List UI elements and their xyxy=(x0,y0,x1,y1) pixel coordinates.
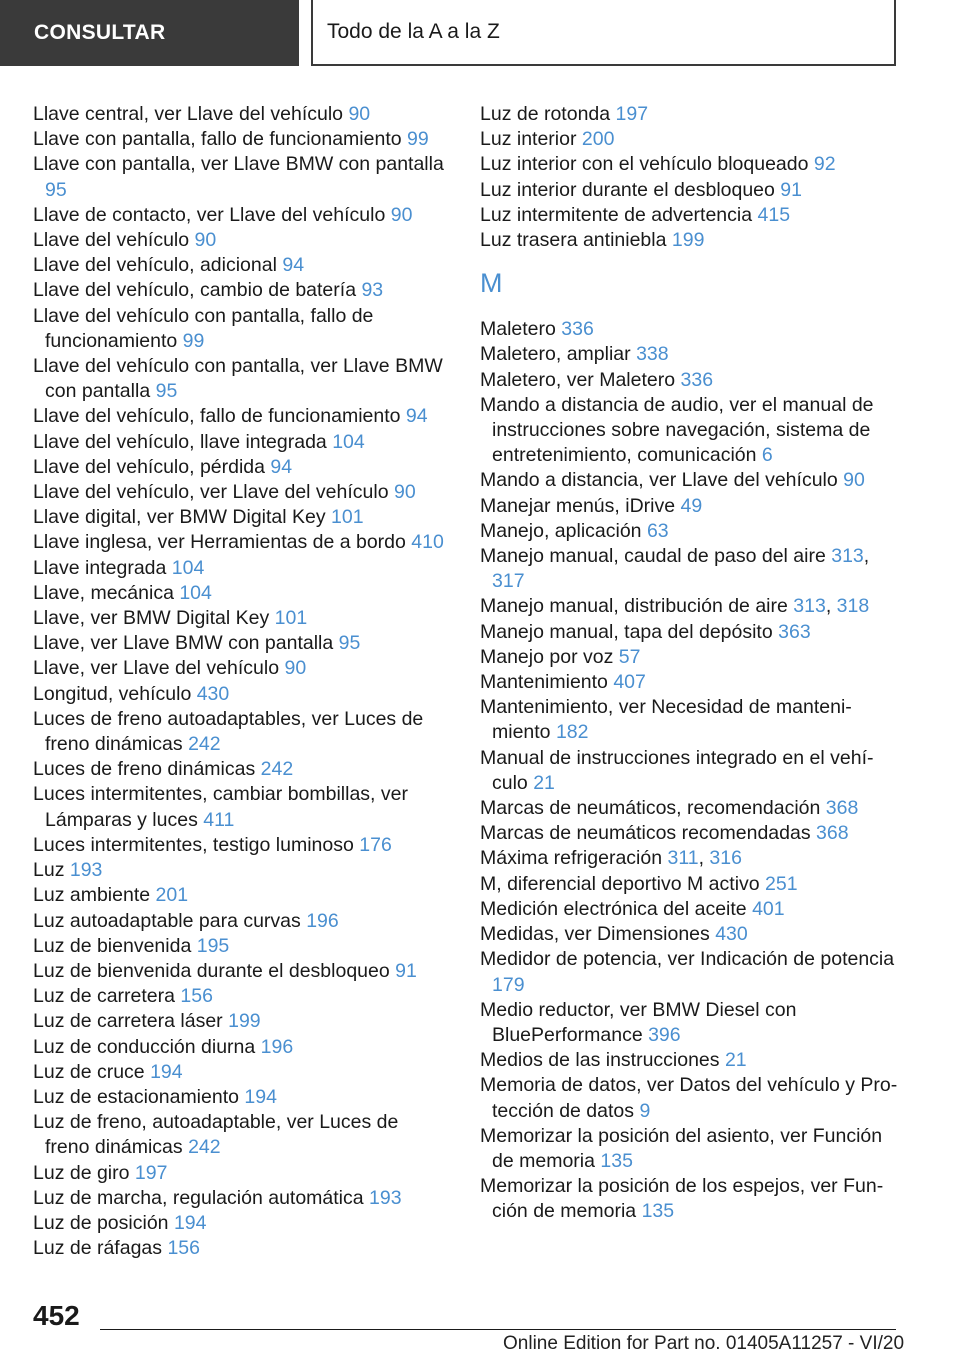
index-entry xyxy=(480,897,900,922)
page-reference-link[interactable]: 101 xyxy=(331,506,364,529)
page-reference-link[interactable]: 363 xyxy=(778,620,811,643)
index-entry xyxy=(480,1073,900,1123)
index-entry xyxy=(33,707,447,757)
page-reference-link[interactable]: 93 xyxy=(361,279,384,302)
index-entry xyxy=(33,909,447,934)
index-term: Manual de instrucciones integrado en el vehículo xyxy=(480,746,874,794)
index-term: Luz autoadaptable para curvas xyxy=(33,909,307,932)
page-reference-link[interactable]: 197 xyxy=(134,1161,168,1184)
page-reference-link[interactable]: 199 xyxy=(228,1010,261,1033)
index-term: Luz interior xyxy=(480,128,582,151)
index-term: Llave del vehículo xyxy=(33,229,195,252)
index-term: Llave digital, ver BMW Digital Key xyxy=(33,506,332,529)
index-term: Luz de ráfagas xyxy=(33,1237,168,1260)
section-letter-heading: M xyxy=(480,268,503,299)
index-term: Luz de cruce xyxy=(33,1060,151,1083)
index-entry xyxy=(33,984,447,1009)
page-reference-link[interactable]: 318 xyxy=(836,595,870,618)
index-term: Medidas, ver Dimensiones xyxy=(480,923,716,946)
index-entry xyxy=(33,228,447,253)
index-term: Manejo manual, distribución de aire xyxy=(480,595,794,618)
index-term: Luz interior durante el desbloqueo xyxy=(480,178,781,201)
index-entry xyxy=(480,393,900,469)
page-reference-link[interactable]: 104 xyxy=(179,581,212,604)
index-entry xyxy=(480,594,900,619)
footer-divider xyxy=(100,1329,896,1330)
page-reference-link[interactable]: 368 xyxy=(816,822,849,845)
page-reference-link[interactable]: 176 xyxy=(359,833,392,856)
index-term: Maletero, ampliar xyxy=(480,343,637,366)
index-entry xyxy=(33,858,447,883)
index-term: Luz de giro xyxy=(33,1161,135,1184)
index-entry xyxy=(480,746,900,796)
index-term: Luces intermitentes, cambiar bombillas, ver Lámparas y luces xyxy=(33,783,408,831)
index-entry xyxy=(33,682,447,707)
index-term: Llave, ver Llave del vehículo xyxy=(33,657,285,680)
index-term: Mantenimiento, ver Necesidad de mantenimiento xyxy=(480,696,852,744)
page-reference-link[interactable]: 396 xyxy=(648,1023,681,1046)
index-entry xyxy=(480,998,900,1048)
index-term: Luz de conducción diurna xyxy=(33,1035,261,1058)
page-reference-link[interactable]: 9 xyxy=(639,1099,651,1122)
index-term: Manejar menús, iDrive xyxy=(480,494,681,517)
index-entry xyxy=(480,872,900,897)
index-column-left xyxy=(33,102,447,1261)
page-reference-link[interactable]: 242 xyxy=(188,1136,221,1159)
page-reference-link[interactable]: 313 xyxy=(831,545,864,568)
index-term: Medición electrónica del aceite xyxy=(480,897,753,920)
index-term: Luz intermitente de advertencia xyxy=(480,203,758,226)
index-term: Luz interior con el vehículo bloqueado xyxy=(480,153,814,176)
index-entry xyxy=(480,203,900,228)
page-reference-link[interactable]: 156 xyxy=(167,1237,200,1260)
index-entry xyxy=(33,304,447,354)
page-reference-link[interactable]: 99 xyxy=(182,329,205,352)
index-term: M, diferencial deportivo M activo xyxy=(480,872,766,895)
page-reference-link[interactable]: 242 xyxy=(188,733,221,756)
index-group-l xyxy=(480,102,900,253)
index-term: Longitud, vehículo xyxy=(33,682,197,705)
index-entry xyxy=(480,645,900,670)
index-term: Luz de estacionamiento xyxy=(33,1085,245,1108)
page-reference-link[interactable]: 179 xyxy=(492,973,525,996)
page-reference-link[interactable]: 195 xyxy=(196,934,230,957)
index-entry xyxy=(33,1211,447,1236)
footer-edition: Online Edition for Part no. 01405A11257 - VI/20 xyxy=(503,1333,905,1354)
index-term: Luz de carretera xyxy=(33,985,181,1008)
page-reference-link[interactable]: 200 xyxy=(581,128,615,151)
index-term: Luz ambiente xyxy=(33,884,156,907)
page-reference-link[interactable]: 135 xyxy=(641,1200,675,1223)
index-entry xyxy=(33,1009,447,1034)
index-term: Manejo, aplicación xyxy=(480,519,647,542)
page-reference-link[interactable]: 101 xyxy=(274,607,308,630)
page-reference-link[interactable]: 410 xyxy=(411,531,444,554)
index-entry xyxy=(33,203,447,228)
index-term: Mando a distancia, ver Llave del vehículo xyxy=(480,469,844,492)
index-entry xyxy=(33,757,447,782)
index-entry xyxy=(480,102,900,127)
index-entry xyxy=(33,505,447,530)
index-term: Luz de marcha, regulación automática xyxy=(33,1186,370,1209)
page-reference-link[interactable]: 90 xyxy=(390,203,413,226)
index-term: Llave integrada xyxy=(33,556,172,579)
index-entry xyxy=(33,581,447,606)
index-term: Llave, mecánica xyxy=(33,581,180,604)
index-entry xyxy=(480,228,900,253)
index-entry xyxy=(33,631,447,656)
index-term: Mando a distancia de audio, ver el manual de instrucciones sobre navegación, sistema de entretenimiento, comunicación xyxy=(480,393,874,467)
page-reference-link[interactable]: 311 xyxy=(667,847,699,870)
index-term: Luces intermitentes, testigo luminoso xyxy=(33,833,360,856)
page-reference-link[interactable]: 95 xyxy=(45,178,67,201)
page-reference-link[interactable]: 182 xyxy=(555,721,589,744)
page-reference-link[interactable]: 251 xyxy=(765,872,798,895)
index-entry xyxy=(33,1035,447,1060)
index-term: Medio reductor, ver BMW Diesel con BluePerformance xyxy=(480,998,797,1046)
page-reference-link[interactable]: 194 xyxy=(150,1060,183,1083)
index-term: Luz xyxy=(33,859,70,882)
page-reference-link[interactable]: 104 xyxy=(171,556,205,579)
index-term: Luz de posición xyxy=(33,1211,174,1234)
ref-separator: , xyxy=(698,847,710,870)
index-entry xyxy=(480,1174,900,1224)
page-reference-link[interactable]: 430 xyxy=(715,923,748,946)
page-reference-link[interactable]: 201 xyxy=(155,884,189,907)
page-reference-link[interactable]: 95 xyxy=(155,380,178,403)
index-entry xyxy=(33,782,447,832)
page-reference-link[interactable]: 99 xyxy=(407,128,429,151)
ref-separator: , xyxy=(863,545,870,568)
index-entry xyxy=(480,670,900,695)
index-entry xyxy=(480,317,900,342)
index-entry xyxy=(33,430,447,455)
page-reference-link[interactable]: 313 xyxy=(793,595,826,618)
page-reference-link[interactable]: 90 xyxy=(348,103,371,125)
section-label: CONSULTAR xyxy=(0,0,299,66)
index-term: Llave del vehículo con pantalla, fallo de funcionamiento xyxy=(33,304,374,352)
index-term: Llave central, ver Llave del vehículo xyxy=(33,103,349,125)
index-term: Llave inglesa, ver Herramientas de a bordo xyxy=(33,531,412,554)
page-reference-link[interactable]: 317 xyxy=(492,570,525,593)
page-reference-link[interactable]: 401 xyxy=(752,897,785,920)
index-term: Maletero xyxy=(480,318,562,341)
index-entry xyxy=(480,1124,900,1174)
page-reference-link[interactable]: 95 xyxy=(338,632,361,655)
page-reference-link[interactable]: 90 xyxy=(393,481,416,504)
index-entry xyxy=(33,959,447,984)
page-reference-link[interactable]: 156 xyxy=(180,985,213,1008)
index-entry xyxy=(480,468,900,493)
page-reference-link[interactable]: 336 xyxy=(680,368,714,391)
index-entry xyxy=(33,102,447,127)
index-term: Memorizar la posición de los espejos, ver Función de memoria xyxy=(480,1175,884,1223)
index-term: Máxima refrigeración xyxy=(480,847,668,870)
page-reference-link[interactable]: 90 xyxy=(284,657,307,680)
index-term: Medios de las instrucciones xyxy=(480,1049,725,1072)
index-entry xyxy=(480,695,900,745)
page-reference-link[interactable]: 194 xyxy=(173,1211,207,1234)
index-entry xyxy=(480,178,900,203)
page-reference-link[interactable]: 242 xyxy=(260,758,294,781)
index-term: Medidor de potencia, ver Indicación de potencia xyxy=(480,948,895,971)
page-reference-link[interactable]: 94 xyxy=(282,254,305,277)
page-reference-link[interactable]: 411 xyxy=(203,808,235,831)
index-term: Manejo manual, tapa del depósito xyxy=(480,620,779,643)
index-entry xyxy=(480,494,900,519)
index-entry xyxy=(33,1060,447,1085)
page-reference-link[interactable]: 57 xyxy=(618,645,641,668)
index-entry xyxy=(480,544,900,594)
index-term: Luz de carretera láser xyxy=(33,1010,229,1033)
index-entry xyxy=(33,404,447,429)
index-entry xyxy=(33,934,447,959)
index-entry xyxy=(480,342,900,367)
index-entry xyxy=(33,127,447,152)
page-reference-link[interactable]: 415 xyxy=(757,203,791,226)
index-term: Llave, ver Llave BMW con pantalla xyxy=(33,632,339,655)
index-entry xyxy=(33,278,447,303)
page-reference-link[interactable]: 197 xyxy=(615,103,649,125)
index-entry xyxy=(33,1085,447,1110)
page-reference-link[interactable]: 94 xyxy=(270,455,293,478)
page-reference-link[interactable]: 193 xyxy=(69,859,103,882)
index-term: Manejo manual, caudal de paso del aire xyxy=(480,545,832,568)
index-entry xyxy=(33,1110,447,1160)
page-reference-link[interactable]: 21 xyxy=(533,771,555,794)
index-term: Llave, ver BMW Digital Key xyxy=(33,607,275,630)
index-term: Luz de rotonda xyxy=(480,103,616,125)
chapter-tab: Todo de la A a la Z xyxy=(311,0,896,66)
index-term: Llave del vehículo, adicional xyxy=(33,254,283,277)
index-term: Llave de contacto, ver Llave del vehículo xyxy=(33,203,391,226)
index-group-m xyxy=(480,317,900,1224)
page-reference-link[interactable]: 94 xyxy=(405,405,428,428)
index-entry xyxy=(480,127,900,152)
page-reference-link[interactable]: 316 xyxy=(709,847,742,870)
index-term: Llave del vehículo, fallo de funcionamiento xyxy=(33,405,406,428)
index-entry xyxy=(33,152,447,202)
page-reference-link[interactable]: 368 xyxy=(825,797,859,820)
index-term: Manejo por voz xyxy=(480,645,619,668)
page-reference-link[interactable]: 336 xyxy=(561,318,594,341)
index-entry xyxy=(33,883,447,908)
index-term: Memoria de datos, ver Datos del vehículo y Protección de datos xyxy=(480,1074,898,1122)
index-entry xyxy=(480,1048,900,1073)
page-reference-link[interactable]: 6 xyxy=(761,444,773,467)
index-term: Llave con pantalla, ver Llave BMW con pantalla xyxy=(33,153,444,176)
index-term: Llave del vehículo, cambio de batería xyxy=(33,279,362,302)
index-entry xyxy=(480,846,900,871)
page-reference-link[interactable]: 193 xyxy=(369,1186,402,1209)
index-entry xyxy=(33,1236,447,1261)
index-term: Luz trasera antiniebla xyxy=(480,229,672,252)
page-reference-link[interactable]: 49 xyxy=(680,494,703,517)
index-term: Luces de freno autoadaptables, ver Luces de freno dinámicas xyxy=(33,707,424,756)
page-reference-link[interactable]: 91 xyxy=(780,178,802,201)
index-term: Maletero, ver Maletero xyxy=(480,368,681,391)
page-reference-link[interactable]: 338 xyxy=(636,343,669,366)
index-term: Llave con pantalla, fallo de funcionamiento xyxy=(33,128,408,151)
index-entry xyxy=(480,152,900,177)
page-reference-link[interactable]: 90 xyxy=(843,469,865,492)
index-term: Luces de freno dinámicas xyxy=(33,758,261,781)
page-reference-link[interactable]: 63 xyxy=(646,519,669,542)
index-term: Llave del vehículo, pérdida xyxy=(33,455,271,478)
index-term: Llave del vehículo con pantalla, ver Llave BMW con pantalla xyxy=(33,355,443,403)
page-reference-link[interactable]: 104 xyxy=(332,430,365,453)
index-entry xyxy=(480,519,900,544)
page-reference-link[interactable]: 135 xyxy=(600,1149,633,1172)
index-entry xyxy=(33,556,447,581)
index-entry xyxy=(480,620,900,645)
page-header xyxy=(0,0,960,66)
page-reference-link[interactable]: 196 xyxy=(306,909,339,932)
index-entry xyxy=(33,480,447,505)
index-entry xyxy=(33,253,447,278)
page-reference-link[interactable]: 199 xyxy=(671,229,705,252)
index-entry xyxy=(480,947,900,997)
index-entry xyxy=(480,796,900,821)
index-entry xyxy=(480,821,900,846)
page-reference-link[interactable]: 21 xyxy=(724,1049,747,1072)
index-term: Luz de bienvenida durante el desbloqueo xyxy=(33,959,396,982)
page-reference-link[interactable]: 91 xyxy=(395,959,417,982)
page-number: 452 xyxy=(33,1300,80,1331)
index-entry xyxy=(480,368,900,393)
page-reference-link[interactable]: 407 xyxy=(613,671,646,694)
ref-separator: , xyxy=(825,595,837,618)
index-entry xyxy=(33,656,447,681)
page-reference-link[interactable]: 430 xyxy=(196,682,230,705)
index-column-right xyxy=(480,102,900,1225)
index-entry xyxy=(33,530,447,555)
index-entry xyxy=(33,354,447,404)
index-term: Llave del vehículo, ver Llave del vehículo xyxy=(33,481,394,504)
page-reference-link[interactable]: 90 xyxy=(194,229,217,252)
page-reference-link[interactable]: 92 xyxy=(813,153,836,176)
index-entry xyxy=(33,455,447,480)
index-term: Marcas de neumáticos recomendadas xyxy=(480,822,817,845)
index-term: Memorizar la posición del asiento, ver Función de memoria xyxy=(480,1124,883,1172)
index-entry xyxy=(33,606,447,631)
index-entry xyxy=(33,1161,447,1186)
index-term: Luz de bienvenida xyxy=(33,934,197,957)
index-term: Mantenimiento xyxy=(480,671,614,694)
page-reference-link[interactable]: 194 xyxy=(244,1085,277,1108)
index-entry xyxy=(480,922,900,947)
index-term: Llave del vehículo, llave integrada xyxy=(33,430,333,453)
index-term: Luz de freno, autoadaptable, ver Luces de freno dinámicas xyxy=(33,1111,399,1159)
index-entry xyxy=(33,1186,447,1211)
page-reference-link[interactable]: 196 xyxy=(260,1035,294,1058)
index-entry xyxy=(33,833,447,858)
index-term: Marcas de neumáticos, recomendación xyxy=(480,797,826,820)
